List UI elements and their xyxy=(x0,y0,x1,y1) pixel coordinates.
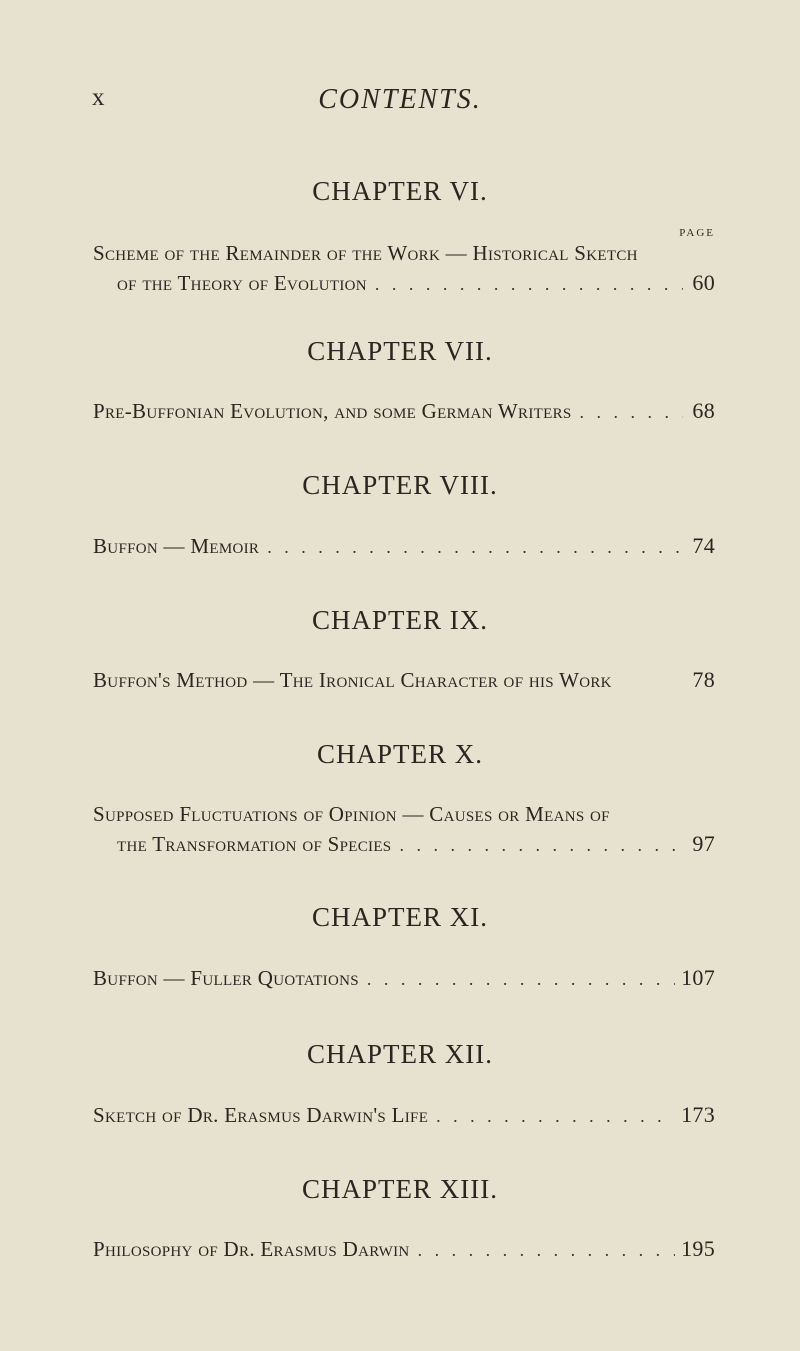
dot-leader xyxy=(399,830,683,860)
running-header xyxy=(0,84,800,124)
chapter-heading xyxy=(0,605,800,636)
chapter-heading xyxy=(0,176,800,207)
entry-text: Buffon — Memoir xyxy=(93,534,260,558)
entry-page-number: 173 xyxy=(681,1102,715,1127)
entry-page-number: 195 xyxy=(681,1236,715,1261)
chapter-heading xyxy=(0,336,800,367)
dot-leader xyxy=(367,964,675,994)
toc-entry xyxy=(93,665,715,695)
chapter-title: CHAPTER VI. xyxy=(312,176,488,206)
entry-page-number: 107 xyxy=(681,965,715,990)
toc-entry xyxy=(93,238,715,299)
toc-entry xyxy=(93,396,715,427)
page-column-label: PAGE xyxy=(679,227,715,239)
dot-leader xyxy=(267,532,683,562)
toc-entry xyxy=(93,1234,715,1265)
dot-leader xyxy=(436,1101,675,1131)
toc-entry xyxy=(93,963,715,994)
entry-page-number: 74 xyxy=(692,533,715,558)
entry-page-number: 97 xyxy=(692,831,715,856)
toc-entry xyxy=(93,1100,715,1131)
entry-page-number: 68 xyxy=(692,398,715,423)
dot-leader xyxy=(580,397,683,427)
entry-text: Supposed Fluctuations of Opinion — Causes or Means of xyxy=(93,802,610,826)
toc-entry xyxy=(93,799,715,860)
dot-leader xyxy=(418,1235,676,1265)
entry-text: Pre-Buffonian Evolution, and some German Writers xyxy=(93,399,572,423)
entry-text: of the Theory of Evolution xyxy=(117,271,367,295)
chapter-title: CHAPTER X. xyxy=(316,739,483,769)
chapter-title: CHAPTER VII. xyxy=(307,336,493,366)
entry-text: Philosophy of Dr. Erasmus Darwin xyxy=(93,1237,410,1261)
page-number: x xyxy=(92,84,106,111)
chapter-heading xyxy=(0,1174,800,1205)
chapter-title: CHAPTER XI. xyxy=(311,902,488,932)
dot-leader xyxy=(375,269,683,299)
entry-text: Buffon — Fuller Quotations xyxy=(93,966,359,990)
entry-text: Sketch of Dr. Erasmus Darwin's Life xyxy=(93,1103,429,1127)
chapter-heading xyxy=(0,739,800,770)
chapter-title: CHAPTER XII. xyxy=(307,1039,493,1069)
entry-page-number: 78 xyxy=(692,667,715,692)
chapter-heading xyxy=(0,902,800,933)
chapter-heading xyxy=(0,470,800,501)
entry-text: the Transformation of Species xyxy=(117,832,392,856)
entry-page-number: 60 xyxy=(692,270,715,295)
chapter-title: CHAPTER IX. xyxy=(311,605,488,635)
chapter-heading xyxy=(0,1039,800,1070)
toc-entry xyxy=(93,531,715,562)
entry-text: Buffon's Method — The Ironical Character of his Work xyxy=(93,668,612,692)
chapter-title: CHAPTER VIII. xyxy=(302,470,498,500)
entry-text: Scheme of the Remainder of the Work — Historical Sketch xyxy=(93,241,638,265)
chapter-title: CHAPTER XIII. xyxy=(302,1174,498,1204)
running-title: CONTENTS. xyxy=(318,84,482,115)
